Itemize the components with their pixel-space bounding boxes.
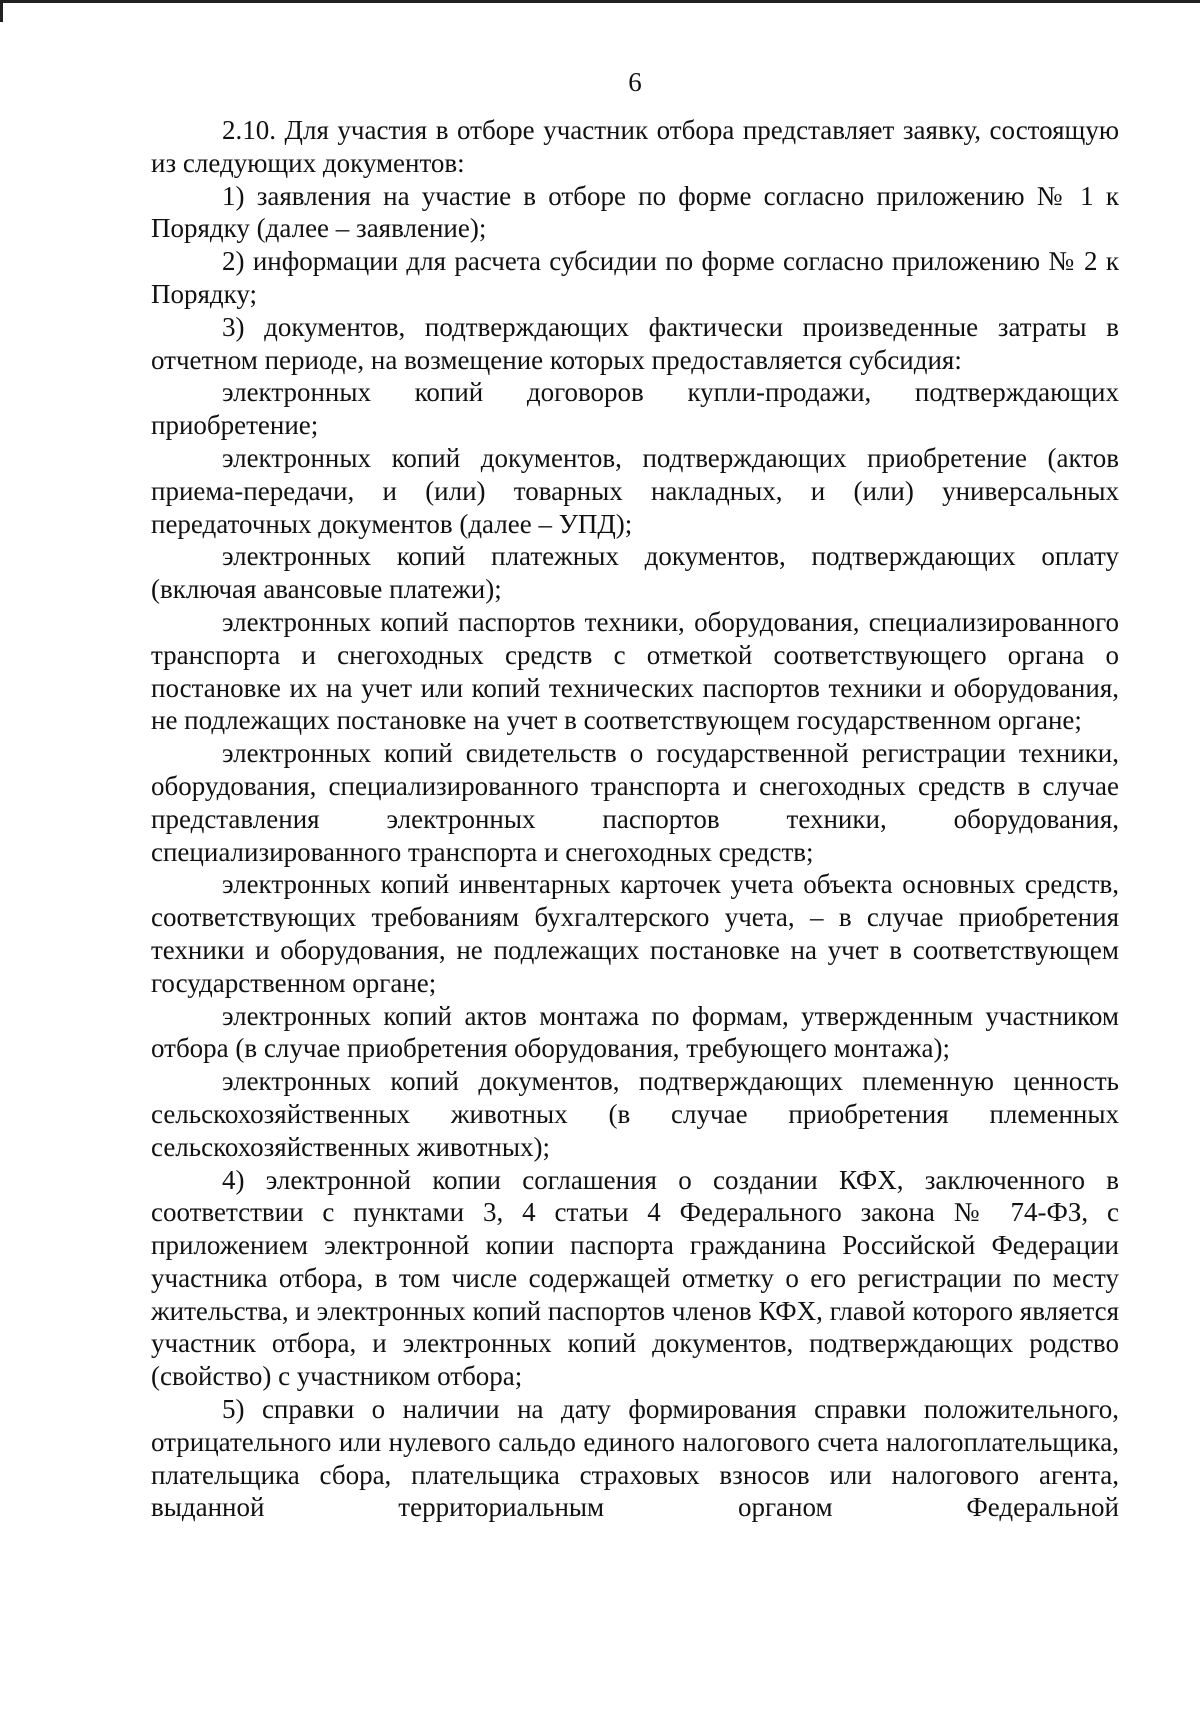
sub-item-acquisition-documents: электронных копий документов, подтверждающих приобретение (актов приема-передачи, и (или) товарных накладных, и (или) универсальных передаточных документов (далее – УПД); — [151, 442, 1119, 539]
scan-edge-left — [0, 0, 3, 22]
document-body — [151, 114, 1119, 1524]
page-number: 6 — [628, 67, 642, 97]
list-item-3: 3) документов, подтверждающих фактически произведенные затраты в отчетном периоде, на возмещение которых предоставляется субсидия: — [151, 311, 1119, 375]
sub-item-payment-documents: электронных копий платежных документов, подтверждающих оплату (включая авансовые платежи); — [151, 541, 1119, 605]
scan-edge-top — [0, 0, 1200, 3]
sub-item-equipment-passports: электронных копий паспортов техники, оборудования, специализированного транспорта и снегоходных средств с отметкой соответствующего органа о постановке их на учет или копий технических паспортов техники и оборудования, не подлежащих постановке на учет в соответствующем государственном органе; — [151, 606, 1119, 736]
sub-item-inventory-cards: электронных копий инвентарных карточек учета объекта основных средств, соответствующих требованиям бухгалтерского учета, – в случае приобретения техники и оборудования, не подлежащих постановке на учет в соответствующем государственном органе; — [151, 869, 1119, 998]
sub-item-sale-contracts: электронных копий договоров купли-продажи, подтверждающих приобретение; — [151, 377, 1119, 441]
sub-item-breeding-value: электронных копий документов, подтверждающих племенную ценность сельскохозяйственных животных (в случае приобретения племенных сельскохозяйственных животных); — [151, 1066, 1119, 1162]
list-item-5: 5) справки о наличии на дату формирования справки положительного, отрицательного или нулевого сальдо единого налогового счета налогоплательщика, плательщика сбора, плательщика страховых взносов или налогового агента, выданной территориальным органом Федеральной — [151, 1394, 1119, 1523]
list-item-2: 2) информации для расчета субсидии по форме согласно приложению № 2 к Порядку; — [151, 246, 1119, 309]
paragraph-2-10: 2.10. Для участия в отборе участник отбора представляет заявку, состоящую из следующих документов: — [151, 115, 1119, 178]
list-item-1: 1) заявления на участие в отборе по форме согласно приложению № 1 к Порядку (далее – заявление); — [151, 180, 1119, 244]
sub-item-installation-acts: электронных копий актов монтажа по формам, утвержденным участником отбора (в случае приобретения оборудования, требующего монтажа); — [151, 1000, 1119, 1064]
sub-item-registration-certificates: электронных копий свидетельств о государственной регистрации техники, оборудования, специализированного транспорта и снегоходных средств в случае представления электронных паспортов техники, оборудования, специализированного транспорта и снегоходных средств; — [151, 738, 1119, 867]
list-item-4: 4) электронной копии соглашения о создании КФХ, заключенного в соответствии с пунктами 3, 4 статьи 4 Федерального закона № 74-ФЗ, с приложением электронной копии паспорта гражданина Российской Федерации участника отбора, в том числе содержащей отметку о его регистрации по месту жительства, и электронных копий паспортов членов КФХ, главой которого является участник отбора, и электронных копий документов, подтверждающих родство (свойство) с участником отбора; — [151, 1164, 1119, 1392]
